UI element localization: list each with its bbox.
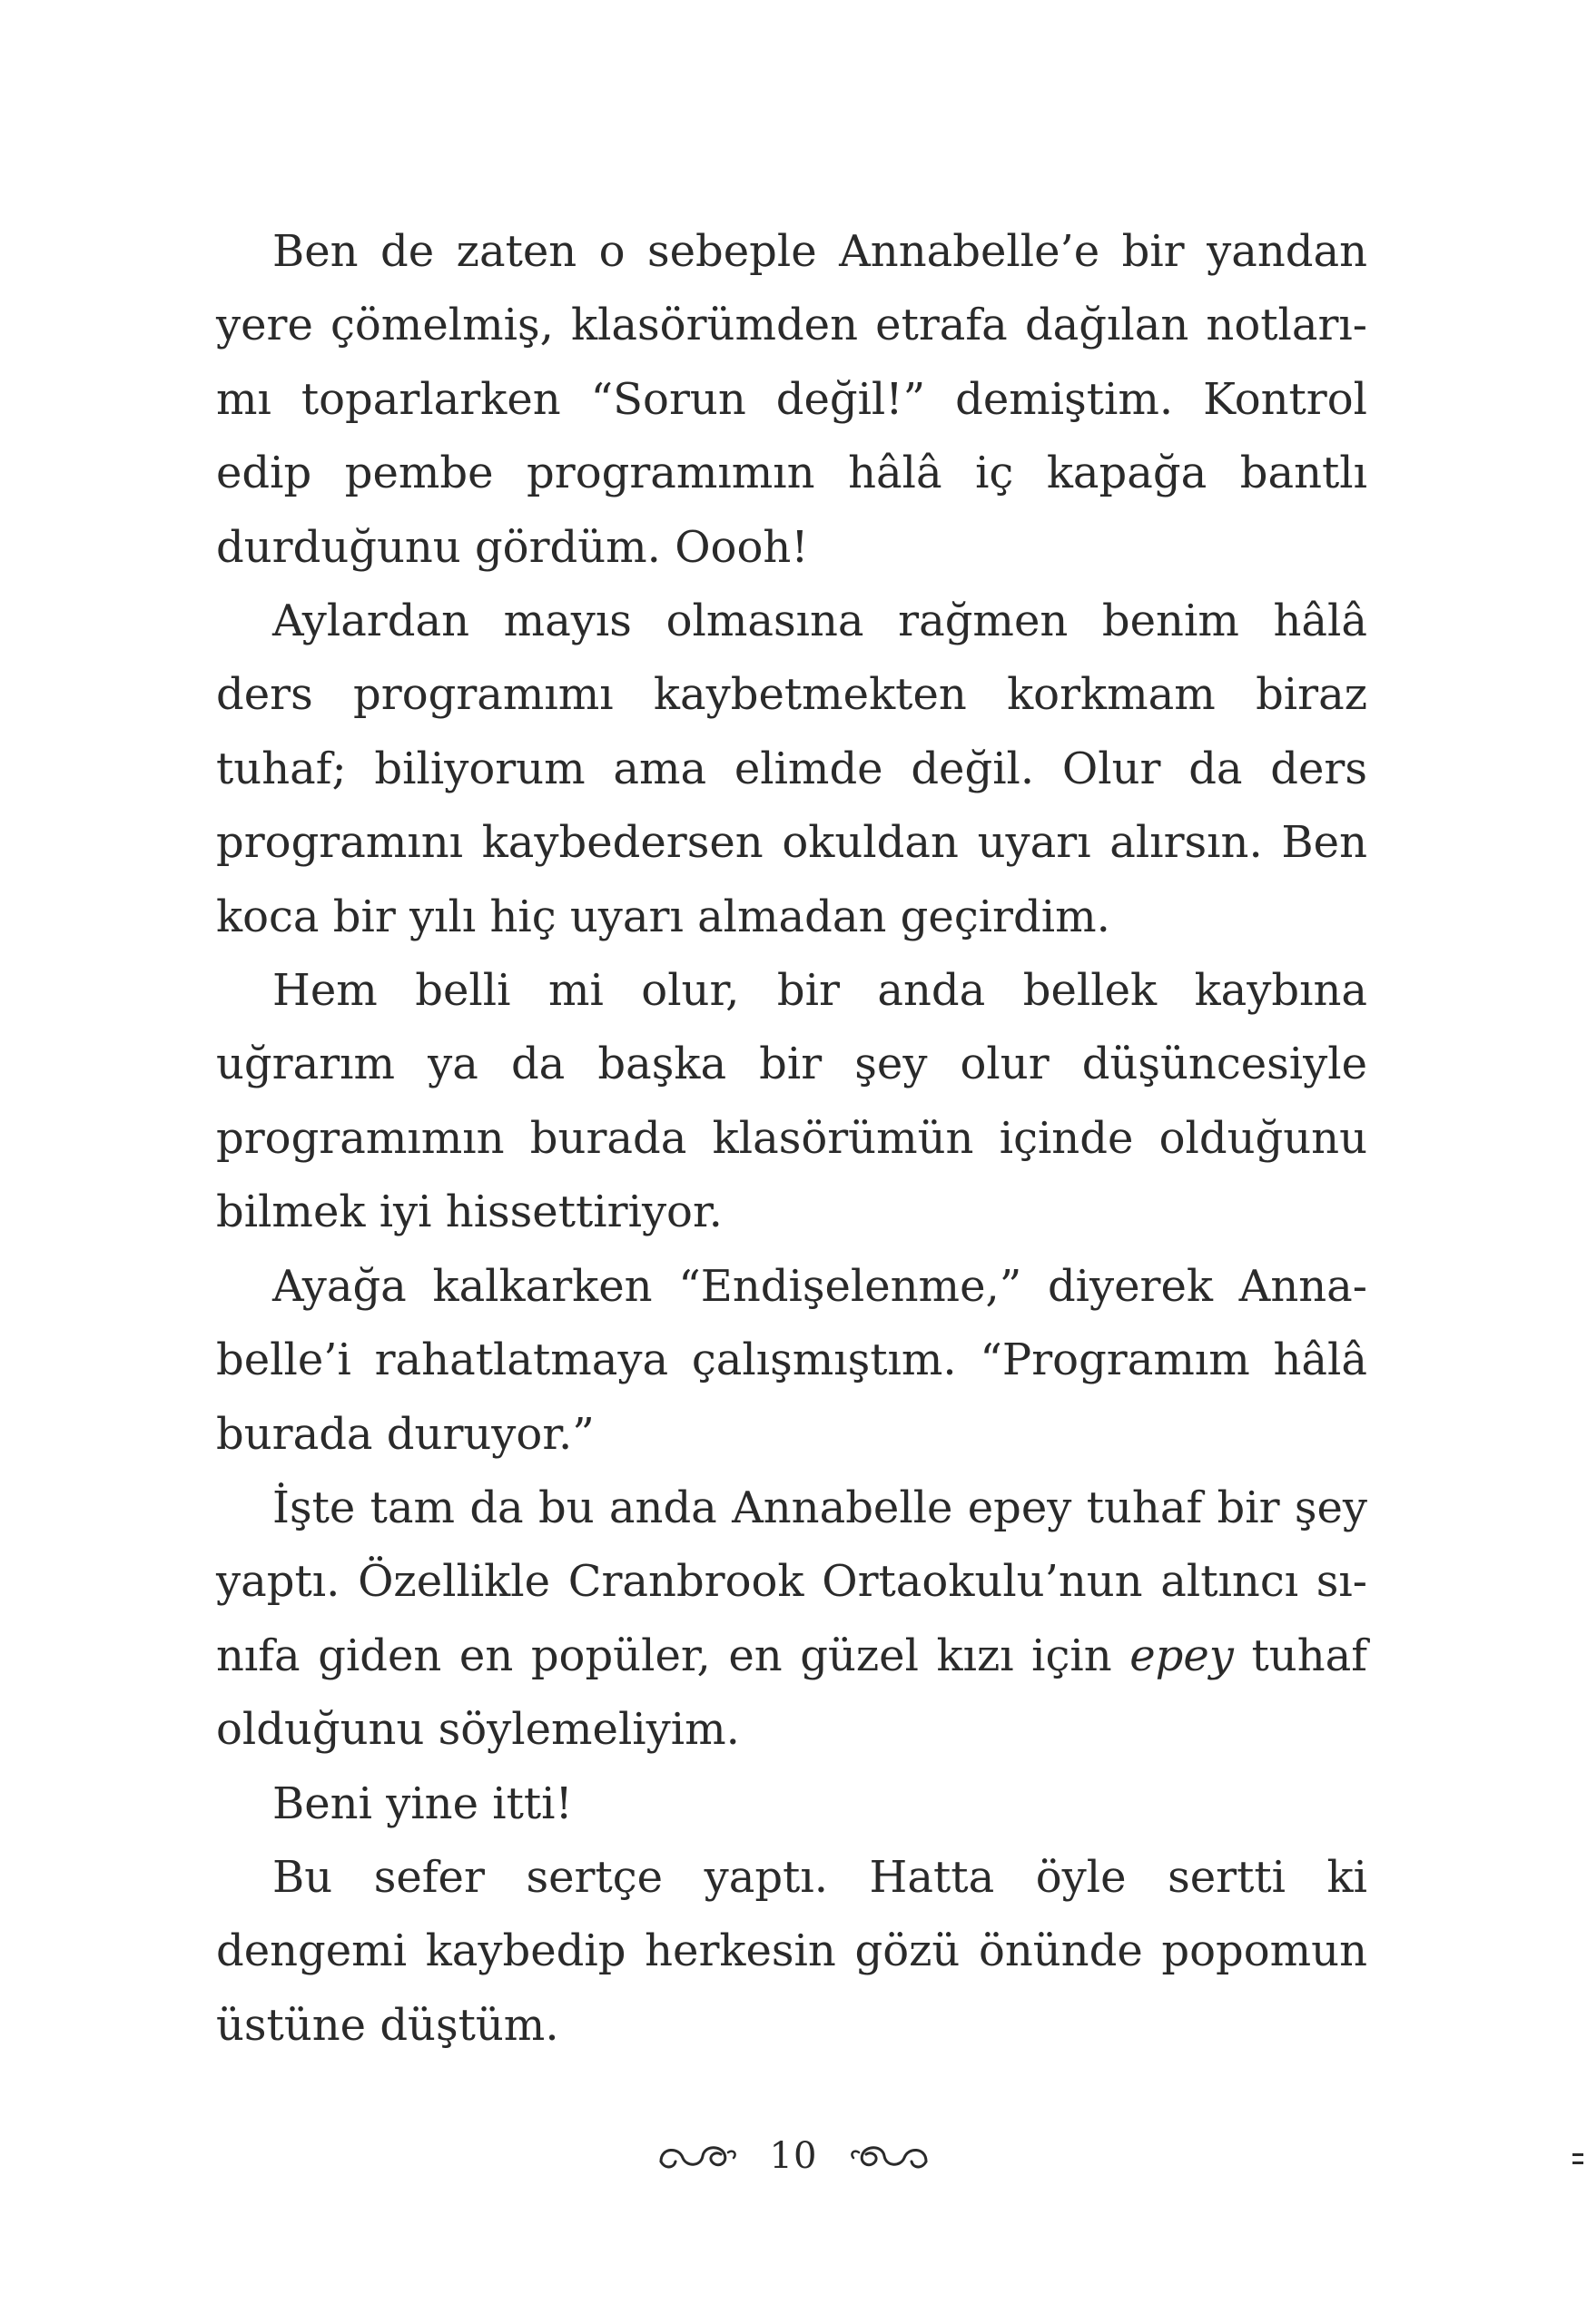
paragraph-5 (216, 1472, 1367, 1768)
crop-mark (1572, 2153, 1587, 2171)
paragraph-7: Bu sefer sertçe yaptı. Hatta öyle sertti ki dengemi kaybedip herkesin gözü önünde popomun üstüne düştüm. (216, 1851, 1367, 2051)
paragraph-4: Ayağa kalkarken “Endişelenme,” diyerek Annabelle’i rahatlatmaya çalışmıştım. “Programım hâlâ burada duruyor.” (216, 1260, 1367, 1460)
paragraph-1: Ben de zaten o sebeple Annabelle’e bir yandan yere çömelmiş, klasörümden etrafa dağılan notlarımı toparlarken “Sorun değil!” demiştim. Kontrol edip pembe programımın hâlâ iç kapağa bantlı durduğunu gördüm. Oooh! (216, 226, 1367, 573)
swirl-ornament-right-icon (848, 2138, 932, 2174)
page-footer (0, 2120, 1587, 2192)
emphasized-word: epey (1129, 1630, 1234, 1681)
page-number: 10 (769, 2135, 818, 2177)
paragraph-2: Aylardan mayıs olmasına rağmen benim hâlâ ders programımı kaybetmekten korkmam biraz tuhaf; biliyorum ama elimde değil. Olur da ders programını kaybedersen okuldan uyarı alırsın. Ben koca bir yılı hiç uyarı almadan geçirdim. (216, 596, 1367, 942)
paragraph-6: Beni yine itti! (272, 1777, 573, 1829)
paragraph-5-text-before: İşte tam da bu anda Annabelle epey tuhaf bir şey yaptı. Özellikle Cranbrook Ortaokulu’nun altıncı sınıfa giden en popüler, en güzel kızı için (216, 1482, 1367, 1681)
paragraph-3: Hem belli mi olur, bir anda bellek kaybına uğrarım ya da başka bir şey olur düşüncesiyle programımın burada klasörümün içinde olduğunu bilmek iyi hissettiriyor. (216, 965, 1367, 1238)
body-text (216, 215, 1367, 2063)
swirl-ornament-left-icon (656, 2138, 739, 2174)
paragraph-5-text-after: tuhaf olduğunu söylemeliyim. (216, 1630, 1367, 1756)
